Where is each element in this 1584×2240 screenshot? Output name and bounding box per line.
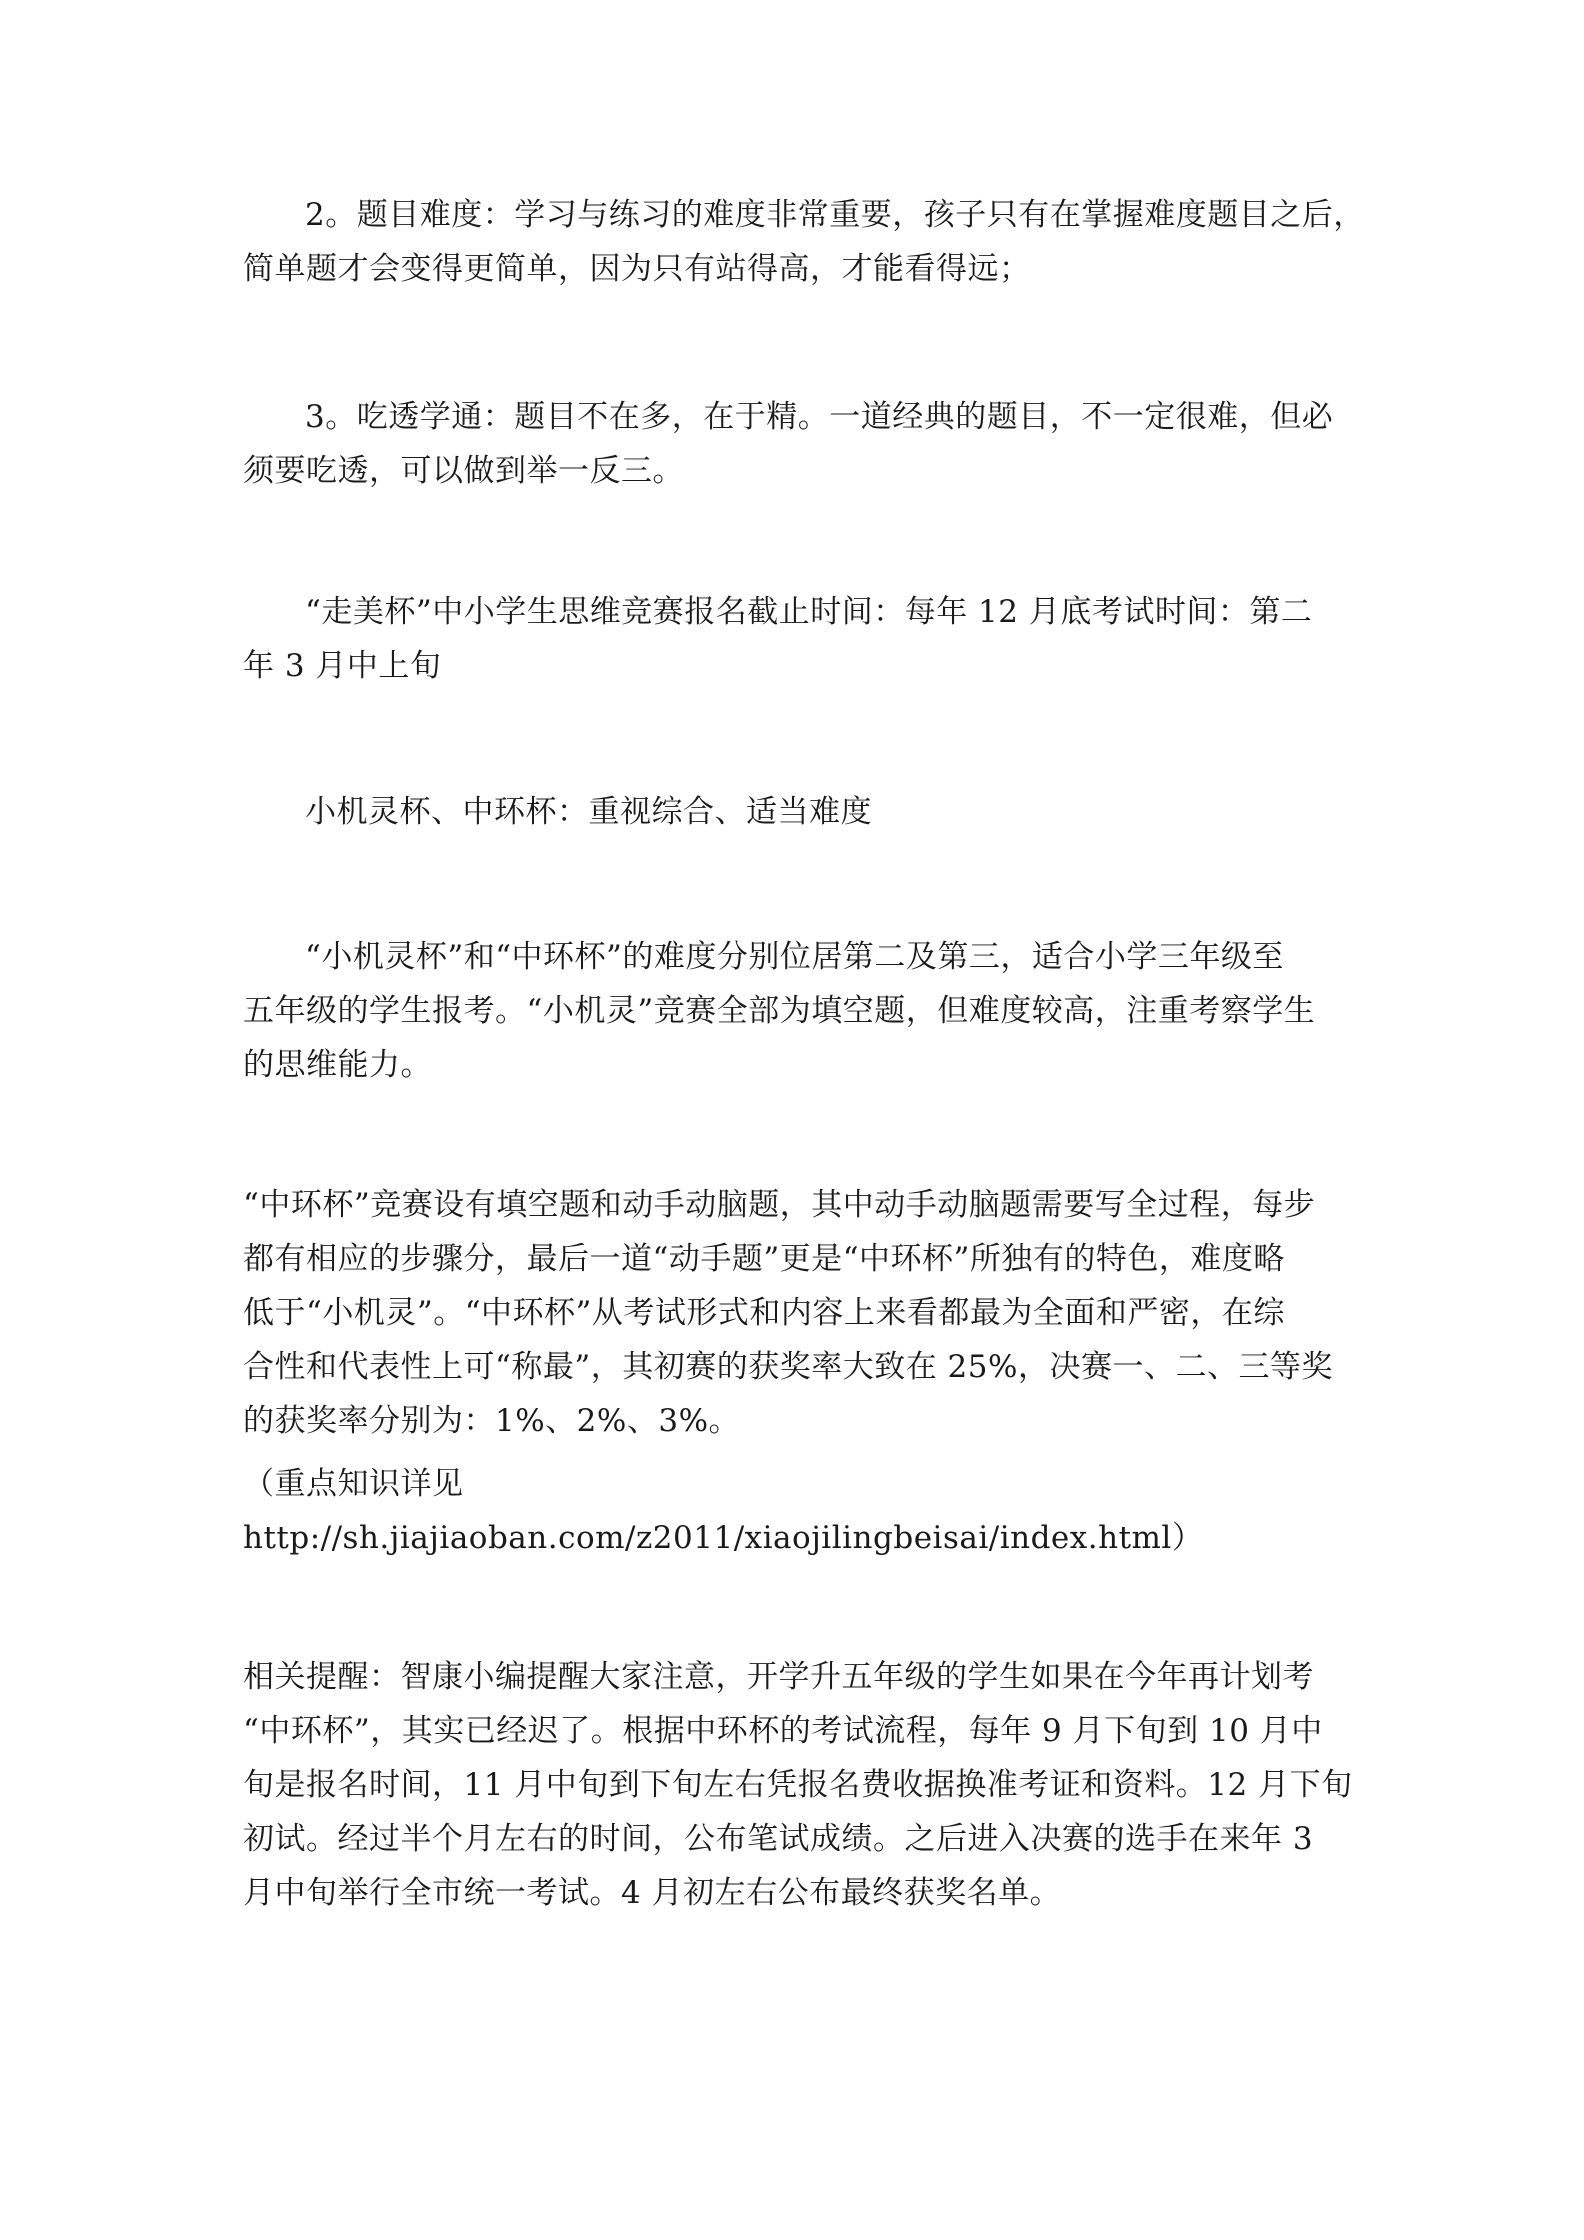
text-line: “走美杯”中小学生思维竞赛报名截止时间：每年 12 月底考试时间：第二 <box>305 594 1313 630</box>
text-line: 初试。经过半个月左右的时间，公布笔试成绩。之后进入决赛的选手在来年 3 <box>243 1821 1314 1857</box>
text-line: “小机灵杯”和“中环杯”的难度分别位居第二及第三，适合小学三年级至 <box>305 939 1284 975</box>
paragraph-subheading <box>243 785 1353 839</box>
paragraph-xiaojiling-zhonghuan <box>243 930 1353 1092</box>
text-line: 2。题目难度：学习与练习的难度非常重要，孩子只有在掌握难度题目之后， <box>305 197 1365 233</box>
text-line: 3。吃透学通：题目不在多，在于精。一道经典的题目，不一定很难，但必 <box>305 399 1334 435</box>
paragraph-reference-link <box>243 1457 1353 1565</box>
text-line: 小机灵杯、中环杯：重视综合、适当难度 <box>305 794 872 830</box>
text-line: 简单题才会变得更简单，因为只有站得高，才能看得远； <box>243 251 1031 287</box>
text-line: 月中旬举行全市统一考试。4 月初左右公布最终获奖名单。 <box>243 1875 1062 1911</box>
text-line: 相关提醒：智康小编提醒大家注意，开学升五年级的学生如果在今年再计划考 <box>243 1659 1314 1695</box>
paragraph-thorough-learning <box>243 390 1353 498</box>
text-line: 须要吃透，可以做到举一反三。 <box>243 453 684 489</box>
paragraph-reminder <box>243 1650 1353 1920</box>
text-line: 五年级的学生报考。“小机灵”竞赛全部为填空题，但难度较高，注重考察学生 <box>243 993 1316 1029</box>
text-line: 的获奖率分别为：1%、2%、3%。 <box>243 1403 741 1439</box>
text-line: 都有相应的步骤分，最后一道“动手题”更是“中环杯”所独有的特色，难度略 <box>243 1241 1285 1277</box>
text-line: 年 3 月中上旬 <box>243 648 442 684</box>
text-line: “中环杯”，其实已经迟了。根据中环杯的考试流程，每年 9 月下旬到 10 月中 <box>243 1713 1323 1749</box>
paragraph-zoumei-cup <box>243 585 1353 693</box>
text-line: 的思维能力。 <box>243 1047 432 1083</box>
text-line: 低于“小机灵”。“中环杯”从考试形式和内容上来看都最为全面和严密，在综 <box>243 1295 1285 1331</box>
text-line: 合性和代表性上可“称最”，其初赛的获奖率大致在 25%，决赛一、二、三等奖 <box>243 1349 1333 1385</box>
text-line: 旬是报名时间，11 月中旬到下旬左右凭报名费收据换准考证和资料。12 月下旬 <box>243 1767 1353 1803</box>
paragraph-zhonghuan-details <box>243 1178 1353 1448</box>
text-line: “中环杯”竞赛设有填空题和动手动脑题，其中动手动脑题需要写全过程，每步 <box>243 1187 1316 1223</box>
text-line: （重点知识详见 <box>243 1466 464 1502</box>
reference-url: http://sh.jiajiaoban.com/z2011/xiaojilingbeisai/index.html） <box>243 1520 1204 1556</box>
paragraph-question-difficulty <box>243 188 1365 296</box>
